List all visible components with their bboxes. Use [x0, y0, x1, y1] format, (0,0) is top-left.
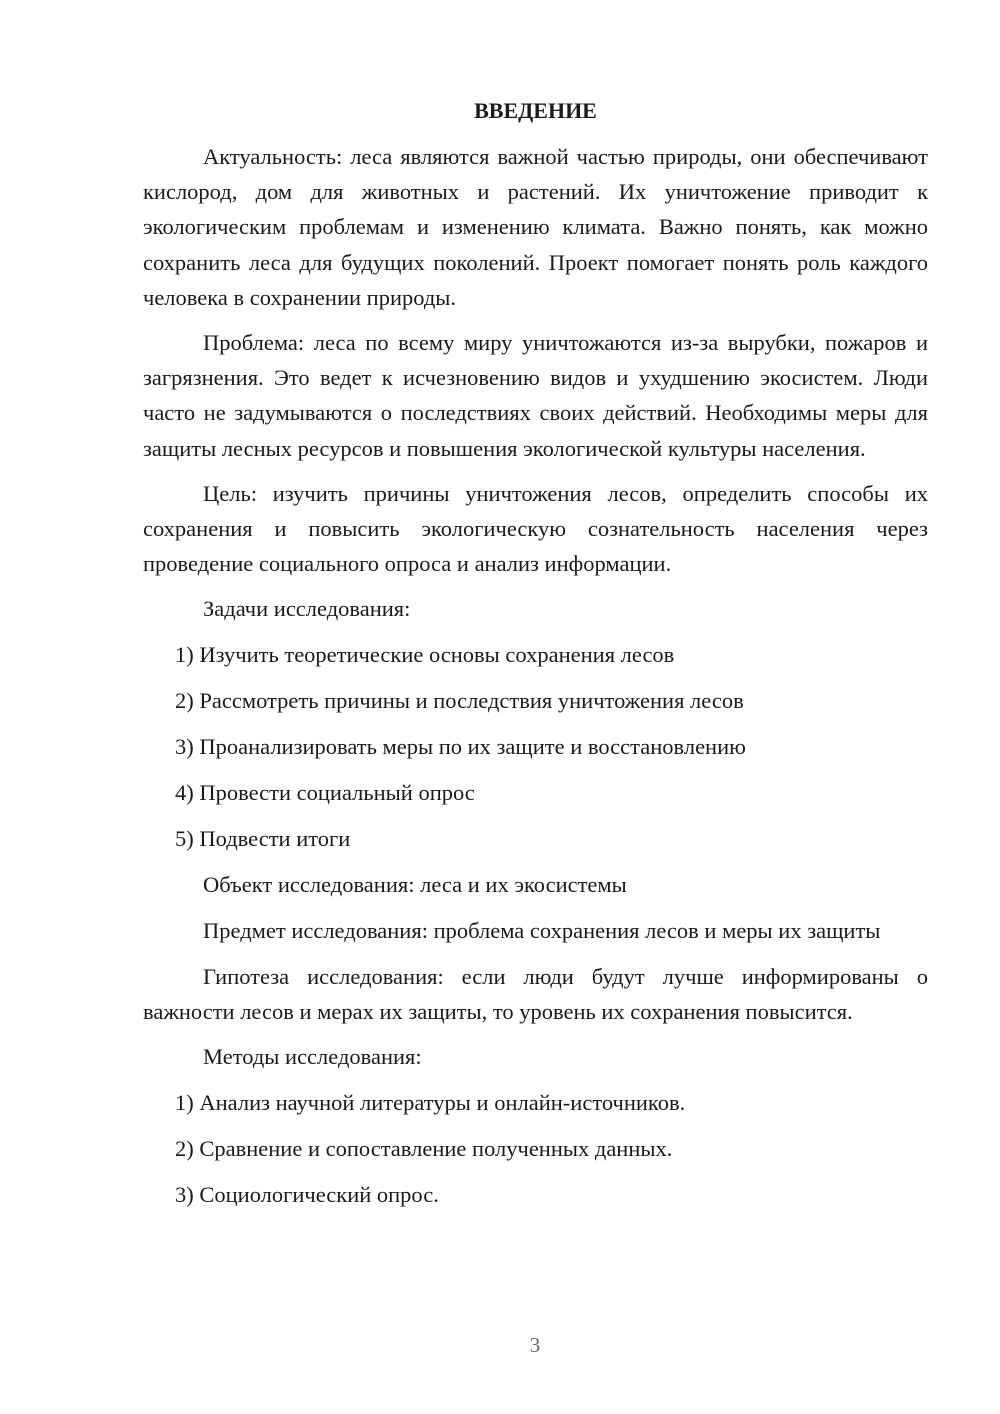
- relevance-paragraph: Актуальность: леса являются важной частью природы, они обеспечивают кислород, дом для животных и растений. Их уничтожение приводит к экологическим проблемам и изменению климата. Важно понять, как можно сохранить леса для будущих поколений. Проект помогает понять роль каждого человека в сохранении природы.: [143, 144, 928, 310]
- task-item: 2) Рассмотреть причины и последствия уничтожения лесов: [175, 688, 744, 714]
- method-item: 1) Анализ научной литературы и онлайн-источников.: [175, 1090, 686, 1116]
- task-item: 3) Проанализировать меры по их защите и восстановлению: [175, 734, 746, 760]
- task-item: 4) Провести социальный опрос: [175, 780, 475, 806]
- subject-paragraph: Предмет исследования: проблема сохранения лесов и меры их защиты: [203, 918, 881, 944]
- task-item: 1) Изучить теоретические основы сохранения лесов: [175, 642, 675, 668]
- tasks-heading: Задачи исследования:: [203, 596, 411, 622]
- task-item: 5) Подвести итоги: [175, 826, 351, 852]
- hypothesis-paragraph: Гипотеза исследования: если люди будут лучше информированы о важности лесов и мерах их защиты, то уровень их сохранения повысится.: [143, 963, 928, 1024]
- section-title: ВВЕДЕНИЕ: [474, 98, 597, 123]
- problem-paragraph: Проблема: леса по всему миру уничтожаются из-за вырубки, пожаров и загрязнения. Это ведет к исчезновению видов и ухудшению экосистем. Люди часто не задумываются о последствиях своих действий. Необходимы меры для защиты лесных ресурсов и повышения экологической культуры населения.: [143, 330, 928, 461]
- goal-paragraph: Цель: изучить причины уничтожения лесов, определить способы их сохранения и повысить экологическую сознательность населения через проведение социального опроса и анализ информации.: [143, 480, 928, 577]
- page-number: 3: [529, 1333, 541, 1357]
- document-page: [143, 95, 928, 1223]
- methods-heading: Методы исследования:: [203, 1044, 422, 1070]
- method-item: 2) Сравнение и сопоставление полученных данных.: [175, 1136, 673, 1162]
- object-line: Объект исследования: леса и их экосистемы: [203, 872, 627, 898]
- method-item: 3) Социологический опрос.: [175, 1182, 439, 1208]
